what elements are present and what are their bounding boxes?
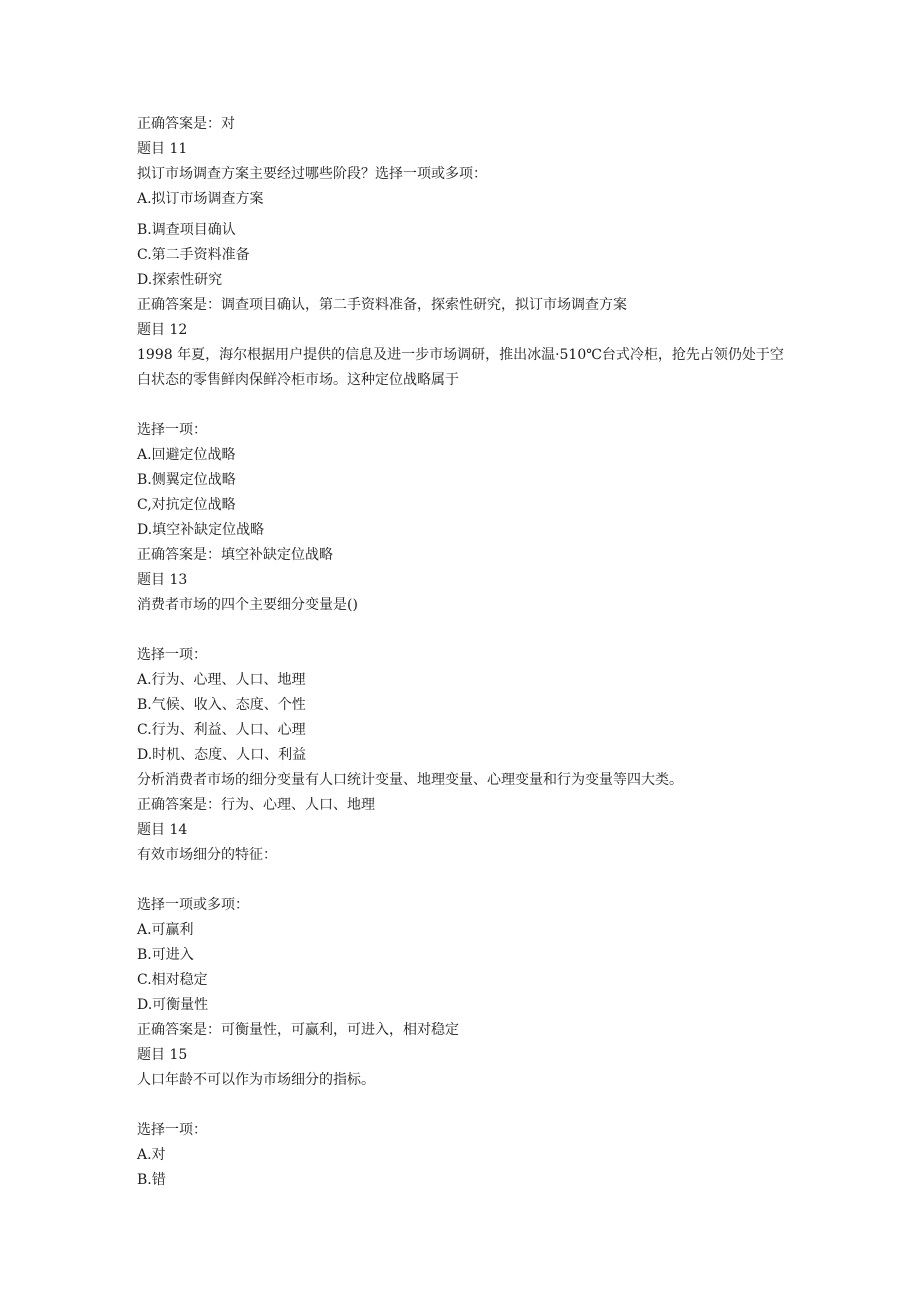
q12-option-d: D.填空补缺定位战略 [137, 522, 265, 538]
document-page [137, 112, 797, 1193]
q14-option-c: C.相对稳定 [137, 972, 208, 988]
q14-prompt: 选择一项或多项： [137, 897, 249, 913]
q13-stem: 消费者市场的四个主要细分变量是() [137, 597, 358, 613]
q12-option-c: C,对抗定位战略 [137, 497, 236, 513]
q13-option-a: A.行为、心理、人口、地理 [137, 672, 306, 688]
q15-option-b: B.错 [137, 1172, 166, 1188]
q11-option-d: D.探索性研究 [137, 272, 223, 288]
q13-option-c: C.行为、利益、人口、心理 [137, 722, 306, 738]
q12-option-a: A.回避定位战略 [137, 447, 236, 463]
q11-stem: 拟订市场调查方案主要经过哪些阶段？选择一项或多项： [137, 166, 487, 182]
q13-explanation: 分析消费者市场的细分变量有人口统计变量、地理变量、心理变量和行为变量等四大类。 [137, 772, 683, 788]
q12-option-b: B.侧翼定位战略 [137, 472, 236, 488]
q15-stem: 人口年龄不可以作为市场细分的指标。 [137, 1072, 375, 1088]
q12-stem: 1998 年夏，海尔根据用户提供的信息及进一步市场调研，推出冰温·510℃台式冷柜，抢先占领仍处于空白状态的零售鲜肉保鲜冷柜市场。这种定位战略属于 [137, 347, 784, 388]
q12-prompt: 选择一项： [137, 422, 207, 438]
q13-option-b: B.气候、收入、态度、个性 [137, 697, 306, 713]
q11-option-b: B.调查项目确认 [137, 222, 236, 238]
q11-option-a: A.拟订市场调查方案 [137, 191, 264, 207]
q14-answer: 正确答案是：可衡量性，可赢利，可进入，相对稳定 [137, 1022, 459, 1038]
q11-option-c: C.第二手资料准备 [137, 247, 250, 263]
q11-answer: 正确答案是：调查项目确认，第二手资料准备，探索性研究，拟订市场调查方案 [137, 297, 627, 313]
q13-prompt: 选择一项： [137, 647, 207, 663]
q14-stem: 有效市场细分的特征： [137, 847, 277, 863]
q15-prompt: 选择一项： [137, 1122, 207, 1138]
q11-title: 题目 11 [137, 141, 188, 157]
q14-option-a: A.可赢利 [137, 922, 194, 938]
q14-option-d: D.可衡量性 [137, 997, 209, 1013]
q13-title: 题目 13 [137, 572, 188, 588]
previous-answer: 正确答案是：对 [137, 116, 235, 132]
q15-title: 题目 15 [137, 1047, 188, 1063]
q14-option-b: B.可进入 [137, 947, 194, 963]
q12-answer: 正确答案是：填空补缺定位战略 [137, 547, 333, 563]
q14-title: 题目 14 [137, 822, 188, 838]
q15-option-a: A.对 [137, 1147, 166, 1163]
q12-title: 题目 12 [137, 322, 188, 338]
q13-answer: 正确答案是：行为、心理、人口、地理 [137, 797, 375, 813]
q13-option-d: D.时机、态度、人口、利益 [137, 747, 307, 763]
